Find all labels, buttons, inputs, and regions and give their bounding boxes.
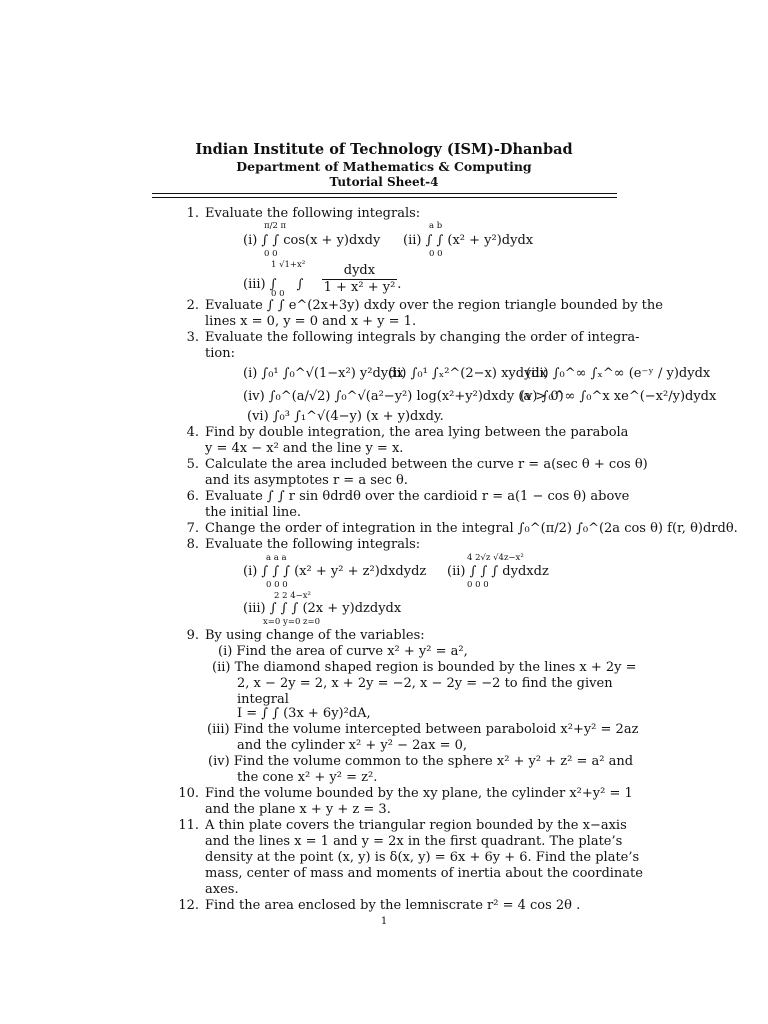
question-text: Find the area enclosed by the lemniscrate r² = 4 cos 2θ . <box>205 898 581 913</box>
integral-limits: π/2 π <box>264 221 287 231</box>
sub-question: the cone x² + y² = z². <box>237 770 378 785</box>
question-text: Evaluate ∫ ∫ r sin θdrdθ over the cardioid r = a(1 − cos θ) above <box>205 489 630 504</box>
question-number: 9. <box>186 628 199 643</box>
question-text: and the lines x = 1 and y = 2x in the first quadrant. The plate’s <box>205 834 623 849</box>
sub-question: I = ∫ ∫ (3x + 6y)²dA, <box>237 706 371 721</box>
integral-limits: 0 0 <box>271 289 285 299</box>
integral-expression: (i) ∫ ∫ cos(x + y)dxdy <box>243 233 381 248</box>
question-text: Evaluate the following integrals by changing the order of integra- <box>205 330 640 345</box>
page-number: 1 <box>380 916 388 927</box>
integral-limits: 1 √1+x² <box>271 260 306 270</box>
question-text: tion: <box>205 346 235 361</box>
question-text: Change the order of integration in the integral ∫₀^(π/2) ∫₀^(2a cos θ) f(r, θ)drdθ. <box>205 521 738 536</box>
question-text: and the plane x + y + z = 3. <box>205 802 391 817</box>
fraction <box>322 263 398 296</box>
question-number: 4. <box>186 425 199 440</box>
question-text: the initial line. <box>205 505 302 520</box>
sub-question: (iv) Find the volume common to the sphere x² + y² + z² = a² and <box>208 754 634 769</box>
integral-limits: 0 0 <box>264 249 278 259</box>
punctuation: . <box>397 277 402 292</box>
integral-expression: (i) ∫ ∫ ∫ (x² + y² + z²)dxdydz <box>243 564 427 579</box>
question-text: and its asymptotes r = a sec θ. <box>205 473 408 488</box>
sub-question: (i) Find the area of curve x² + y² = a², <box>218 644 468 659</box>
integral-expression: (vi) ∫₀³ ∫₁^√(4−y) (x + y)dxdy. <box>247 409 444 424</box>
integral-expression: (iii) ∫₀^∞ ∫ₓ^∞ (e⁻ʸ / y)dydx <box>526 366 711 381</box>
integral-limits: 0 0 0 <box>266 580 288 590</box>
integral-expression: (iv) ∫₀^(a/√2) ∫₀^√(a²−y²) log(x²+y²)dxdy (a > 0) <box>243 389 564 404</box>
question-number: 11. <box>178 818 199 833</box>
header-rule-top <box>152 193 617 194</box>
sub-question: (ii) The diamond shaped region is bounded by the lines x + 2y = <box>212 660 637 675</box>
question-number: 3. <box>186 330 199 345</box>
sub-question: 2, x − 2y = 2, x + 2y = −2, x − 2y = −2 to find the given <box>237 676 613 691</box>
question-number: 10. <box>178 786 199 801</box>
question-number: 8. <box>186 537 199 552</box>
question-text: y = 4x − x² and the line y = x. <box>205 441 404 456</box>
integral-expression: (ii) ∫ ∫ (x² + y²)dydx <box>403 233 534 248</box>
integral-limits: 2 2 4−x² <box>274 591 311 601</box>
question-number: 1. <box>186 206 199 221</box>
question-text: Find the volume bounded by the xy plane, the cylinder x²+y² = 1 <box>205 786 633 801</box>
integral-expression: (ii) ∫ ∫ ∫ dydxdz <box>447 564 549 579</box>
question-text: Calculate the area included between the curve r = a(sec θ + cos θ) <box>205 457 648 472</box>
question-number: 2. <box>186 298 199 313</box>
integral-expression: (iii) ∫ ∫ ∫ (2x + y)dzdydx <box>243 601 402 616</box>
question-text: Evaluate the following integrals: <box>205 206 421 221</box>
integral-limits: 0 0 <box>429 249 443 259</box>
integral-limits: 4 2√z √4z−x² <box>467 553 524 563</box>
question-number: 6. <box>186 489 199 504</box>
question-text: density at the point (x, y) is δ(x, y) = 6x + 6y + 6. Find the plate’s <box>205 850 640 865</box>
integral-limits: x=0 y=0 z=0 <box>263 617 321 627</box>
question-text: mass, center of mass and moments of inertia about the coordinate <box>205 866 643 881</box>
department-title: Department of Mathematics & Computing <box>236 159 532 174</box>
sub-question: integral <box>237 692 289 707</box>
question-text: Evaluate ∫ ∫ e^(2x+3y) dxdy over the region triangle bounded by the <box>205 298 663 313</box>
integral-sign: (iii) ∫ <box>243 277 277 292</box>
integral-limits: 0 0 0 <box>467 580 489 590</box>
integral-expression: (v) ∫₀^∞ ∫₀^x xe^(−x²/y)dydx <box>520 389 717 404</box>
integral-sign: ∫ <box>296 277 304 292</box>
sub-question: (iii) Find the volume intercepted between paraboloid x²+y² = 2az <box>207 722 639 737</box>
institute-title: Indian Institute of Technology (ISM)-Dhanbad <box>195 141 573 158</box>
header-rule-bottom <box>152 197 617 198</box>
integral-expression: (ii) ∫₀¹ ∫ₓ²^(2−x) xydydx <box>388 366 548 381</box>
question-text: axes. <box>205 882 239 897</box>
fraction-denominator: 1 + x² + y² <box>323 280 396 295</box>
integral-limits: a a a <box>266 553 287 563</box>
sheet-title: Tutorial Sheet-4 <box>329 175 439 189</box>
sub-question: and the cylinder x² + y² − 2ax = 0, <box>237 738 468 753</box>
integral-limits: a b <box>429 221 443 231</box>
question-number: 12. <box>178 898 199 913</box>
question-text: lines x = 0, y = 0 and x + y = 1. <box>205 314 417 329</box>
question-number: 7. <box>186 521 199 536</box>
question-text: Evaluate the following integrals: <box>205 537 421 552</box>
integral-expression: (i) ∫₀¹ ∫₀^√(1−x²) y²dydx <box>243 366 404 381</box>
question-text: A thin plate covers the triangular region bounded by the x−axis <box>205 818 627 833</box>
question-text: By using change of the variables: <box>205 628 425 643</box>
fraction-numerator: dydx <box>322 263 398 280</box>
question-text: Find by double integration, the area lying between the parabola <box>205 425 629 440</box>
question-number: 5. <box>186 457 199 472</box>
